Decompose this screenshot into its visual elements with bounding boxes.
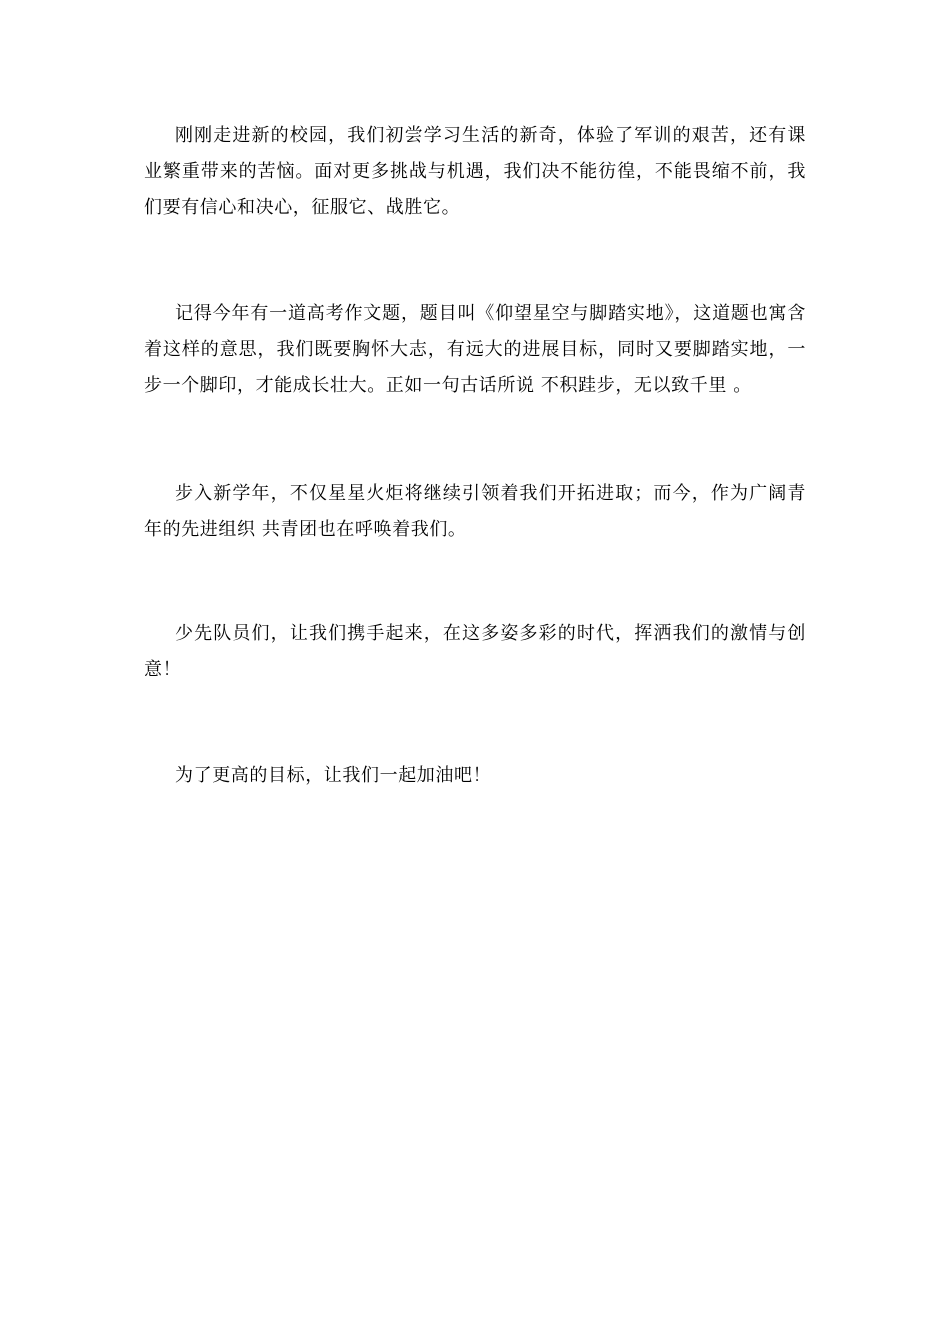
- paragraph-2: 记得今年有一道高考作文题，题目叫《仰望星空与脚踏实地》，这道题也寓含着这样的意思，我们既要胸怀大志，有远大的进展目标，同时又要脚踏实地，一步一个脚印，才能成长壮大。正如一句古话所说 不积跬步，无以致千里 。: [144, 303, 806, 396]
- paragraph-1: 刚刚走进新的校园，我们初尝学习生活的新奇，体验了军训的艰苦，还有课业繁重带来的苦恼。面对更多挑战与机遇，我们决不能彷徨，不能畏缩不前，我们要有信心和决心，征服它、战胜它。: [144, 125, 806, 218]
- paragraph-3: 步入新学年，不仅星星火炬将继续引领着我们开拓进取；而今，作为广阔青年的先进组织 共青团也在呼唤着我们。: [144, 483, 806, 540]
- paragraph-5: 为了更高的目标，让我们一起加油吧！: [175, 765, 492, 786]
- paragraph-4: 少先队员们，让我们携手起来，在这多姿多彩的时代，挥洒我们的激情与创意！: [144, 623, 806, 680]
